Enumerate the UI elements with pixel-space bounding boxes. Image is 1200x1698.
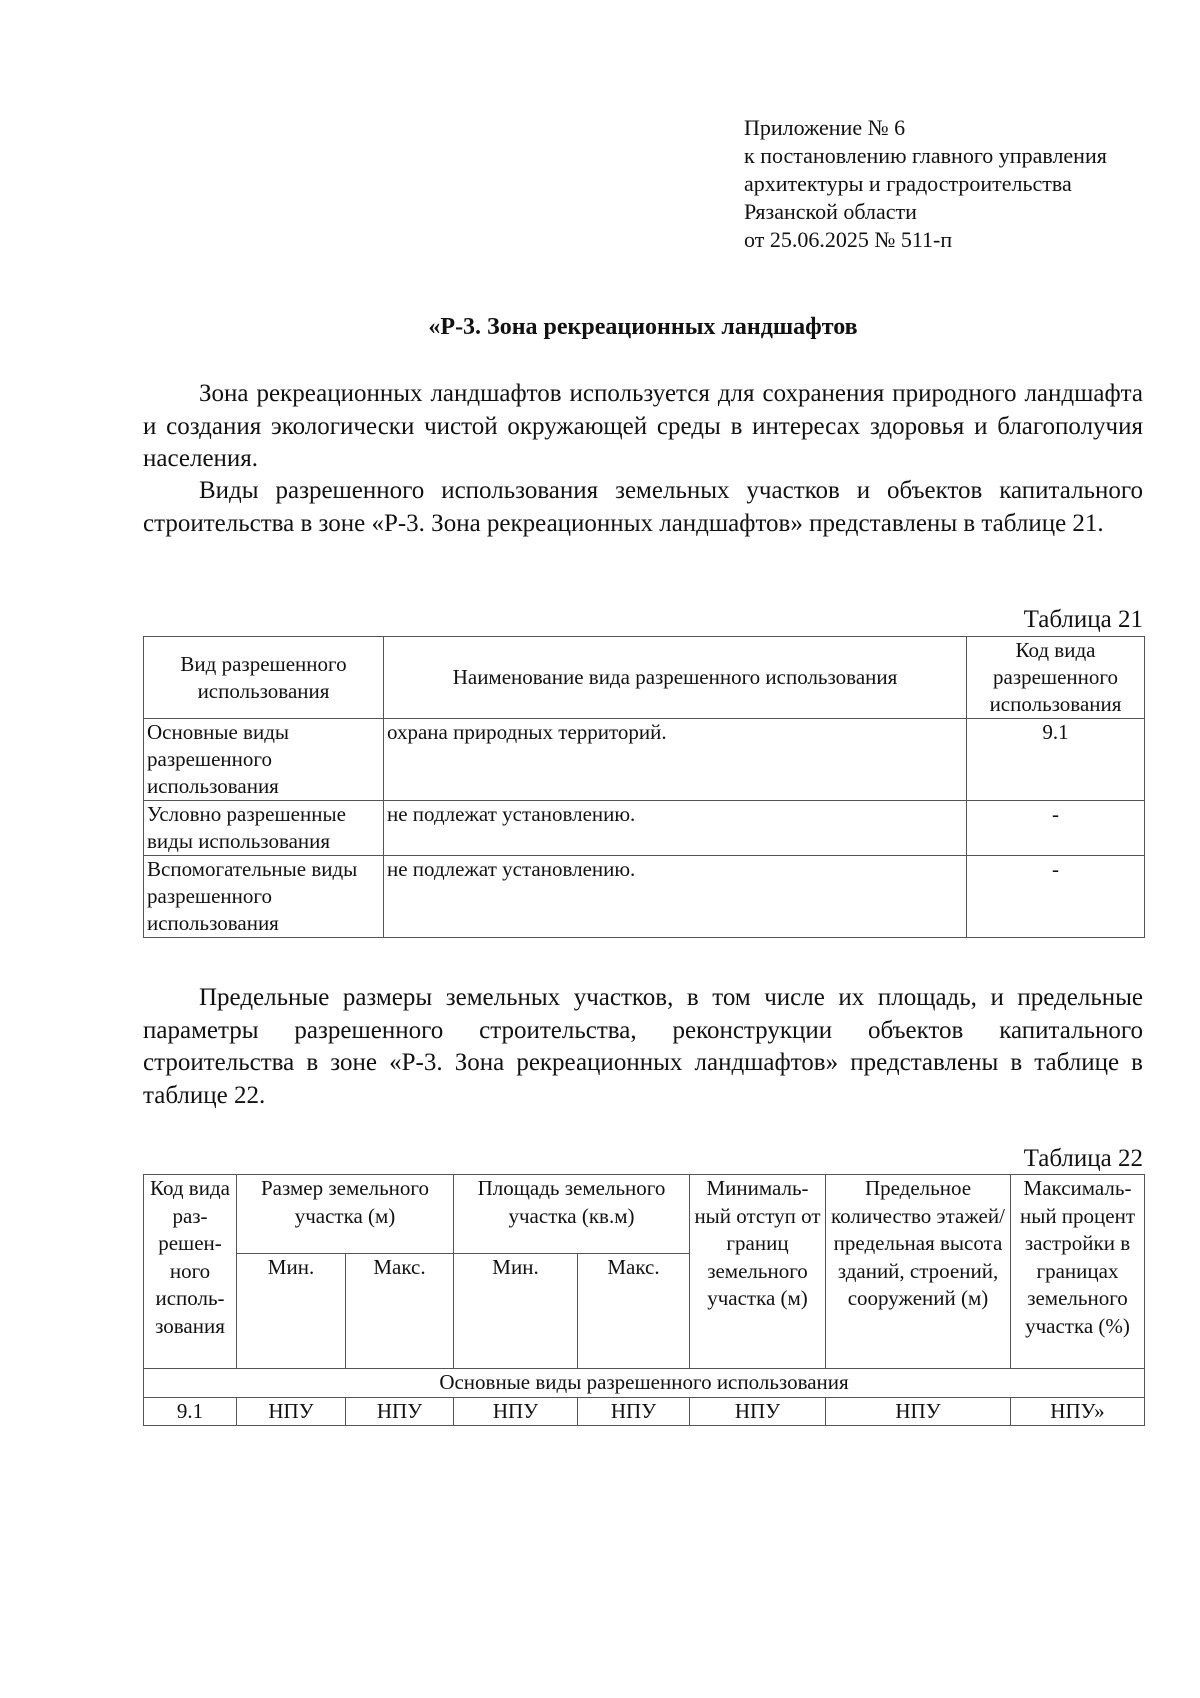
data-cell: НПУ xyxy=(578,1397,690,1426)
appendix-line: архитектуры и градостроительства xyxy=(744,171,1072,196)
appendix-line: к постановлению главного управления xyxy=(744,143,1107,168)
table21-caption: Таблица 21 xyxy=(1023,606,1143,633)
data-cell: 9.1 xyxy=(144,1397,237,1426)
header-area-max: Макс. xyxy=(578,1254,690,1369)
data-cell: НПУ xyxy=(826,1397,1011,1426)
code-cell: 9.1 xyxy=(967,719,1145,801)
header-cell: Наименование вида разрешенного использования xyxy=(384,637,967,719)
appendix-line: от 25.06.2025 № 511-п xyxy=(744,227,953,252)
table-22 xyxy=(143,1174,1145,1426)
appendix-header xyxy=(744,114,1107,254)
header-area-min: Мин. xyxy=(454,1254,578,1369)
table-21 xyxy=(143,636,1145,938)
data-cell: НПУ xyxy=(237,1397,346,1426)
table22-caption: Таблица 22 xyxy=(1023,1145,1143,1172)
data-cell: НПУ» xyxy=(1011,1397,1145,1426)
code-cell: - xyxy=(967,801,1145,856)
header-setback: Минималь-ный отступ от границ земельного участка (м) xyxy=(690,1175,826,1369)
appendix-line: Рязанской области xyxy=(744,199,917,224)
header-size: Размер земельного участка (м) xyxy=(237,1175,454,1254)
kind-cell: Вспомогательные виды разрешенного использования xyxy=(144,856,384,938)
section-row xyxy=(144,1369,1145,1398)
document-title: «Р-3. Зона рекреационных ландшафтов xyxy=(428,314,858,340)
table-row xyxy=(144,856,1145,938)
paragraph-table21-intro: Виды разрешенного использования земельных участков и объектов капитального строительства в зоне «Р-3. Зона рекреационных ландшафтов» представлены в таблице 21. xyxy=(143,477,1143,537)
table-header-row xyxy=(144,1175,1145,1254)
paragraph-table22-intro: Предельные размеры земельных участков, в том числе их площадь, и предельные параметры разрешенного строительства, реконструкции объектов капитального строительства в зоне «Р-3. Зона рекреационных ландшафтов» представлены в таблице в таблице 22. xyxy=(143,984,1143,1109)
data-cell: НПУ xyxy=(346,1397,454,1426)
kind-cell: Основные виды разрешенного использования xyxy=(144,719,384,801)
section-cell: Основные виды разрешенного использования xyxy=(144,1369,1145,1398)
paragraph-zone-purpose: Зона рекреационных ландшафтов используется для сохранения природного ландшафта и создания экологически чистой окружающей среды в интересах здоровья и благополучия населения. xyxy=(143,380,1143,472)
data-cell: НПУ xyxy=(454,1397,578,1426)
name-cell: не подлежат установлению. xyxy=(384,856,967,938)
header-size-max: Макс. xyxy=(346,1254,454,1369)
name-cell: не подлежат установлению. xyxy=(384,801,967,856)
name-cell: охрана природных территорий. xyxy=(384,719,967,801)
code-cell: - xyxy=(967,856,1145,938)
header-size-min: Мин. xyxy=(237,1254,346,1369)
header-cell: Вид разрешенного использования xyxy=(144,637,384,719)
header-cell: Код вида разрешенного использования xyxy=(967,637,1145,719)
table-row xyxy=(144,719,1145,801)
table-row xyxy=(144,801,1145,856)
kind-cell: Условно разрешенные виды использования xyxy=(144,801,384,856)
header-code: Код вида раз-решен-ного исполь-зования xyxy=(144,1175,237,1369)
table-row xyxy=(144,1397,1145,1426)
appendix-line: Приложение № 6 xyxy=(744,115,906,140)
header-area: Площадь земельного участка (кв.м) xyxy=(454,1175,690,1254)
table-header-row xyxy=(144,637,1145,719)
data-cell: НПУ xyxy=(690,1397,826,1426)
header-coverage: Максималь-ный процент застройки в границах земельного участка (%) xyxy=(1011,1175,1145,1369)
header-floors: Предельное количество этажей/ предельная высота зданий, строений, сооружений (м) xyxy=(826,1175,1011,1369)
